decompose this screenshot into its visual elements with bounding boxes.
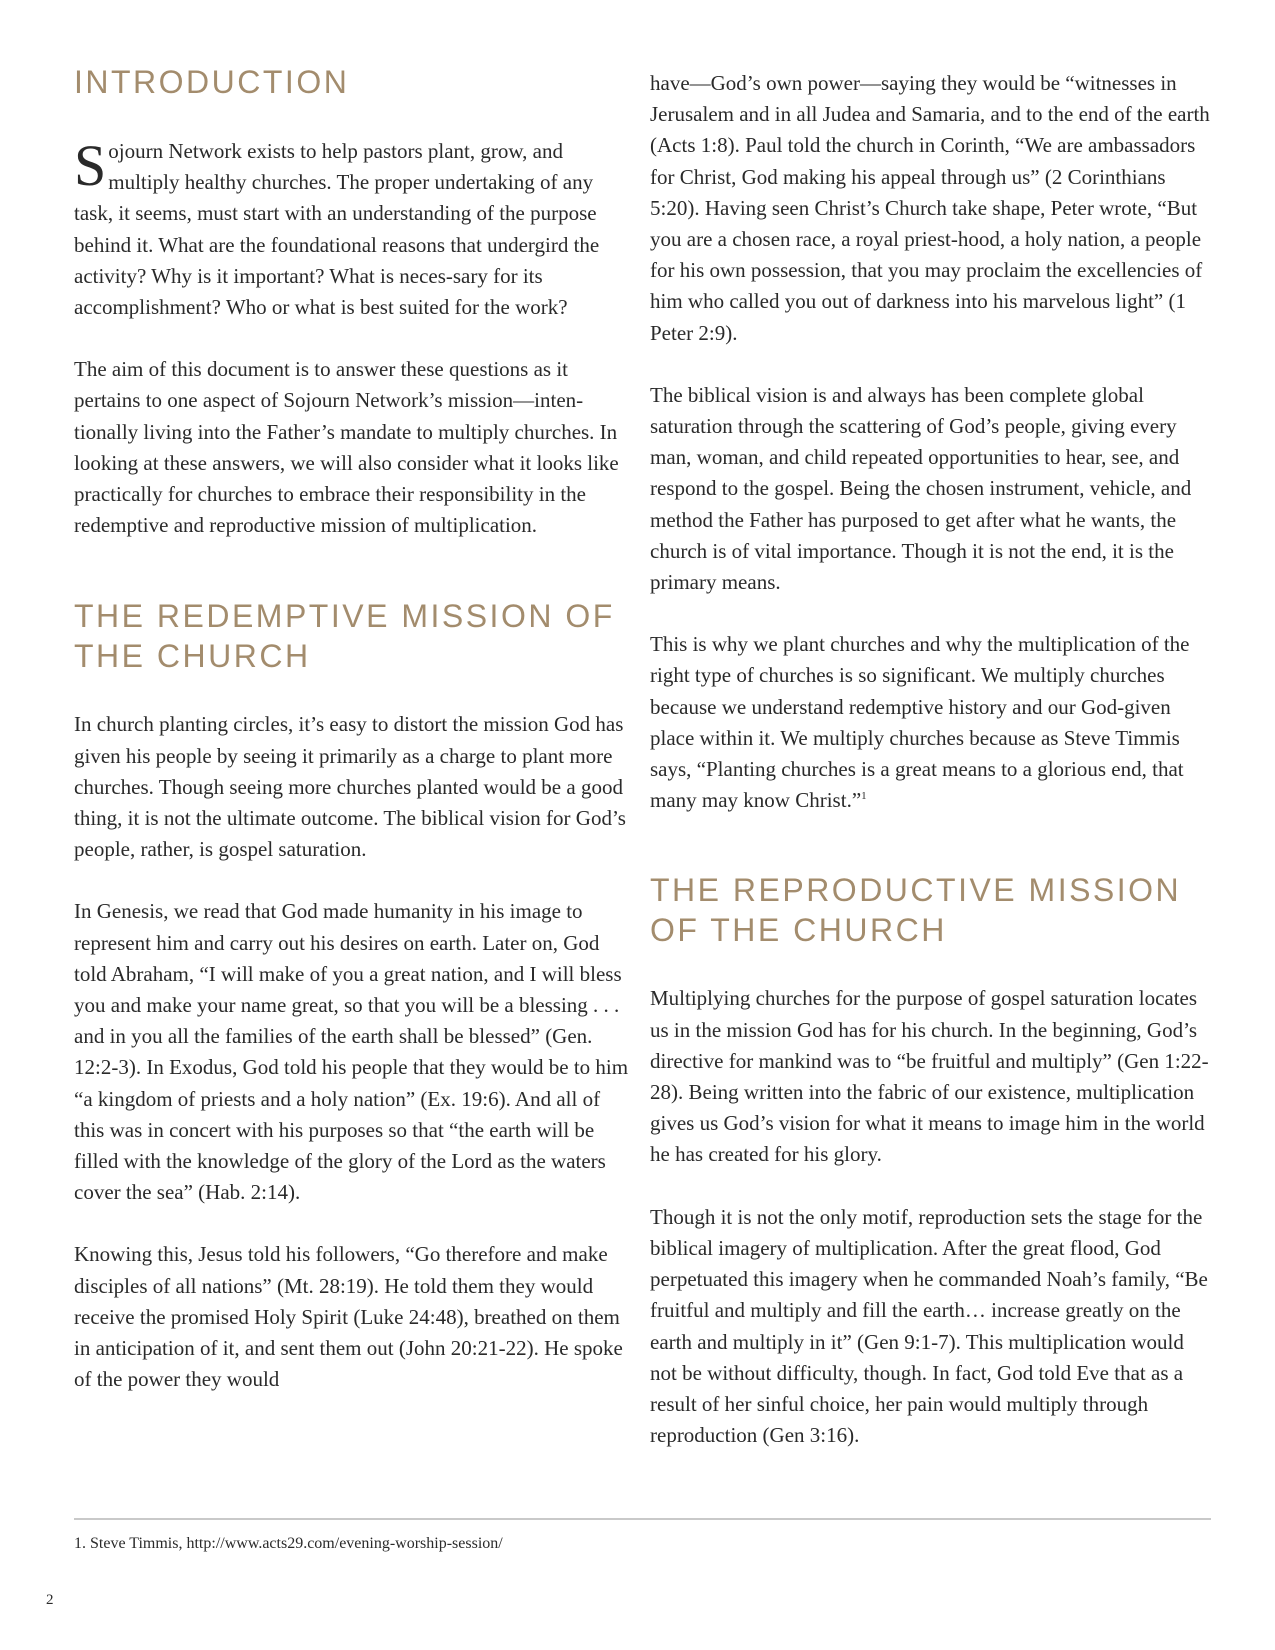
- intro-paragraph-1-text: ojourn Network exists to help pastors plant, grow, and multiply healthy churches. The proper undertaking of any task, it seems, must start with an understanding of the purpose behind it. What are the foundational reasons that undergird the activity? Why is it important? What is neces-sary for its accomplishment? Who or what is best suited for the work?: [74, 139, 600, 320]
- reproductive-paragraph-2: Though it is not the only motif, reproduction sets the stage for the biblical imagery of multiplication. After the great flood, God perpetuated this imagery when he commanded Noah’s family, “Be fruitful and multiply and fill the earth… increase greatly on the earth and multiply in it” (Gen 9:1-7). This multiplication would not be without difficulty, though. In fact, God told Eve that as a result of her sinful choice, her pain would multiply through reproduction (Gen 3:16).: [650, 1204, 1208, 1448]
- intro-paragraph-1: [74, 133, 629, 323]
- reproductive-mission-heading: THE REPRODUCTIVE MISSION OF THE CHURCH: [650, 872, 1182, 949]
- footnote-divider: [74, 1518, 1211, 1520]
- intro-paragraph-2: The aim of this document is to answer these questions as it pertains to one aspect of Sojourn Network’s mission—inten-tionally living into the Father’s mandate to multiply churches. In looking at these answers, we will also consider what it looks like practically for churches to embrace their responsibility in the redemptive and reproductive mission of multiplication.: [74, 357, 619, 538]
- page-number: 2: [46, 1592, 54, 1608]
- right-paragraph-3: [650, 629, 1210, 816]
- redemptive-paragraph-1: In church planting circles, it’s easy to distort the mission God has given his people by seeing it primarily as a charge to plant more churches. Though seeing more churches planted would be a good thing, it is not the ultimate outcome. The biblical vision for God’s people, rather, is gospel saturation.: [74, 712, 626, 862]
- redemptive-paragraph-3: Knowing this, Jesus told his followers, “Go therefore and make disciples of all nations” (Mt. 28:19). He told them they would receive the promised Holy Spirit (Luke 24:48), breathed on them in anticipation of it, and sent them out (John 20:21-22). He spoke of the power they would: [74, 1242, 623, 1392]
- right-paragraph-3-text: This is why we plant churches and why the multiplication of the right type of churches is so significant. We multiply churches because we understand redemptive history and our God-given place within it. We multiply churches because as Steve Timmis says, “Planting churches is a great means to a glorious end, that many may know Christ.”: [650, 632, 1190, 813]
- left-column: [74, 62, 629, 1427]
- redemptive-mission-heading: THE REDEMPTIVE MISSION OF THE CHURCH: [74, 598, 615, 675]
- right-paragraph-1: have—God’s own power—saying they would be “witnesses in Jerusalem and in all Judea and Samaria, and to the end of the earth (Acts 1:8). Paul told the church in Corinth, “We are ambassadors for Christ, God making his appeal through us” (2 Corinthians 5:20). Having seen Christ’s Church take shape, Peter wrote, “But you are a chosen race, a royal priest-hood, a holy nation, a people for his own possession, that you may proclaim the excellencies of him who called you out of darkness into his marvelous light” (1 Peter 2:9).: [650, 71, 1210, 345]
- redemptive-paragraph-2: In Genesis, we read that God made humanity in his image to represent him and carry out his desires on earth. Later on, God told Abraham, “I will make of you a great nation, and I will bless you and make your name great, so that you will be a blessing . . . and in you all the families of the earth shall be blessed” (Gen. 12:2-3). In Exodus, God told his people that they would be to him “a kingdom of priests and a holy nation” (Ex. 19:6). And all of this was in concert with his purposes so that “the earth will be filled with the knowledge of the glory of the Lord as the waters cover the sea” (Hab. 2:14).: [74, 899, 629, 1205]
- footnote-reference[interactable]: 1: [861, 790, 867, 803]
- footnote: 1. Steve Timmis, http://www.acts29.com/evening-worship-session/: [74, 1535, 503, 1552]
- right-column: [650, 68, 1210, 1482]
- introduction-heading: INTRODUCTION: [74, 64, 350, 100]
- right-paragraph-2: The biblical vision is and always has been complete global saturation through the scattering of God’s people, giving every man, woman, and child repeated opportunities to hear, see, and respond to the gospel. Being the chosen instrument, vehicle, and method the Father has purposed to get after what he wants, the church is of vital importance. Though it is not the end, it is the primary means.: [650, 382, 1192, 595]
- reproductive-paragraph-1: Multiplying churches for the purpose of gospel saturation locates us in the mission God has for his church. In the beginning, God’s directive for mankind was to “be fruitful and multiply” (Gen 1:22-28). Being written into the fabric of our existence, multiplication gives us God’s vision for what it means to image him in the world he has created for his glory.: [650, 986, 1209, 1167]
- drop-cap: S: [74, 133, 107, 198]
